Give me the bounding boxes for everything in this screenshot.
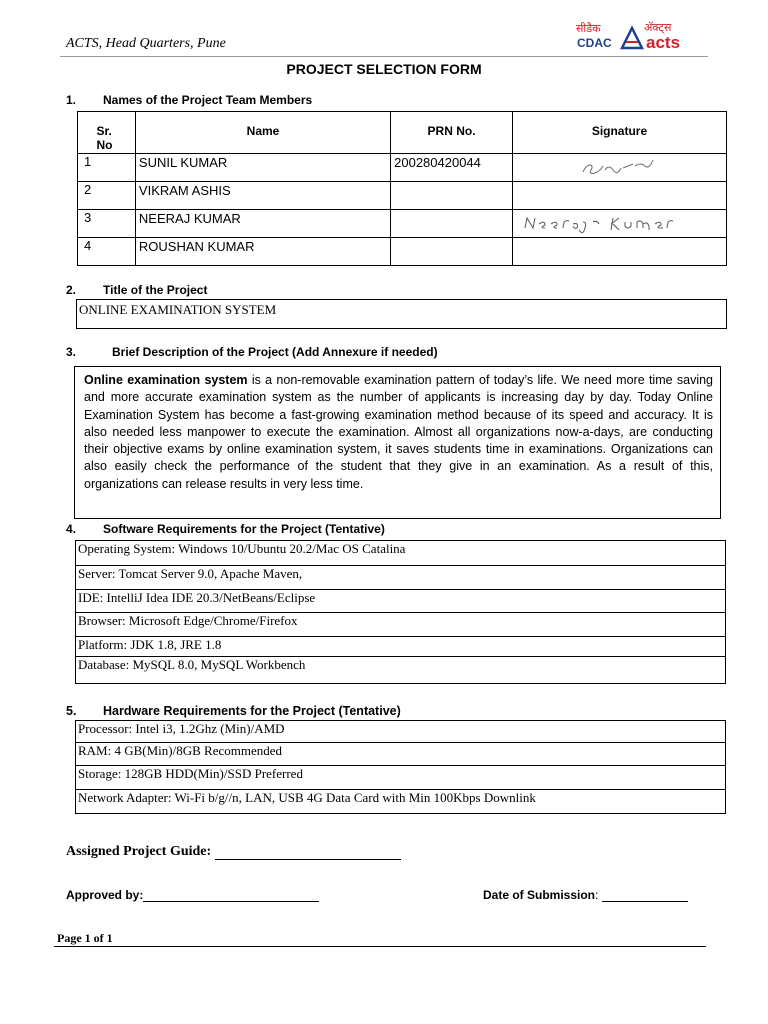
- section-title: Names of the Project Team Members: [103, 93, 313, 107]
- section-title: Title of the Project: [103, 283, 208, 297]
- hardware-item: Processor: Intel i3, 1.2Ghz (Min)/AMD: [76, 721, 726, 743]
- form-title: PROJECT SELECTION FORM: [286, 61, 482, 77]
- signature-neeraj: [513, 210, 723, 236]
- col-header-signature: Signature: [512, 112, 726, 154]
- logo-hindi-cdac: सीडैक: [576, 22, 601, 35]
- section-number: 3.: [66, 345, 77, 359]
- description-box: [74, 366, 721, 519]
- table-row: [76, 790, 726, 814]
- col-header-prn: PRN No.: [391, 112, 513, 154]
- table-row: [76, 637, 726, 657]
- logo-cdac: CDAC: [577, 36, 612, 50]
- date-label: Date of Submission: [483, 888, 596, 902]
- software-item: Database: MySQL 8.0, MySQL Workbench: [76, 657, 726, 684]
- section-title: Software Requirements for the Project (Tentative): [103, 522, 385, 536]
- cdac-acts-logo: [574, 18, 704, 52]
- section-title: Brief Description of the Project (Add Annexure if needed): [112, 345, 438, 359]
- cell-sr: 1: [78, 154, 136, 182]
- hardware-item: Storage: 128GB HDD(Min)/SSD Preferred: [76, 766, 726, 790]
- logo-acts: acts: [646, 33, 681, 52]
- table-row: [78, 182, 727, 210]
- table-header-row: [78, 112, 727, 154]
- cell-prn: [391, 210, 513, 238]
- table-row: [76, 721, 726, 743]
- software-item: IDE: IntelliJ Idea IDE 20.3/NetBeans/Eclipse: [76, 590, 726, 613]
- cell-name: NEERAJ KUMAR: [135, 210, 390, 238]
- date-field: [483, 888, 688, 902]
- footer-divider: [54, 946, 706, 947]
- table-row: [76, 541, 726, 566]
- cell-sr: 2: [78, 182, 136, 210]
- description-lead: Online examination system: [84, 373, 248, 387]
- project-title-value: ONLINE EXAMINATION SYSTEM: [79, 302, 277, 317]
- section-number: 1.: [66, 93, 77, 107]
- section-number: 4.: [66, 522, 77, 536]
- date-colon: :: [595, 888, 602, 902]
- cell-name: VIKRAM ASHIS: [135, 182, 390, 210]
- cell-signature: [512, 182, 726, 210]
- table-row: [76, 657, 726, 684]
- cell-name: SUNIL KUMAR: [135, 154, 390, 182]
- guide-label: Assigned Project Guide:: [66, 844, 215, 859]
- software-item: Browser: Microsoft Edge/Chrome/Firefox: [76, 613, 726, 637]
- software-requirements-table: [75, 540, 726, 684]
- hardware-requirements-table: [75, 720, 726, 814]
- table-row: [78, 154, 727, 182]
- description-body: is a non-removable examination pattern of today’s life. We need more time saving and more accurate examination system as the number of applicants is increasing day by day. Today Online Examination System has become a fast-growing examination method because of its speed and accuracy. It is also needed less manpower to execute the examination. Almost all organizations now-a-days, are conducting their objective exams by online examination system, it saves students time in examinations. Organizations can also easily check the performance of the student that they give in an examination. As a result of this, organizations can release results in very less time.: [84, 373, 714, 491]
- header-divider: [60, 56, 708, 57]
- software-item: Server: Tomcat Server 9.0, Apache Maven,: [76, 566, 726, 590]
- logo-hindi-acts: अ‍ॅक्ट्स: [644, 21, 672, 34]
- table-row: [76, 613, 726, 637]
- approved-label: Approved by:: [66, 888, 144, 902]
- signature-sunil: [573, 154, 673, 178]
- approved-field: [66, 888, 319, 902]
- table-row: [76, 566, 726, 590]
- table-row: [76, 766, 726, 790]
- cell-name: ROUSHAN KUMAR: [135, 238, 390, 266]
- header-org: ACTS, Head Quarters, Pune: [66, 36, 226, 51]
- team-members-table: [77, 111, 727, 266]
- approved-blank[interactable]: [143, 888, 319, 902]
- cell-sr: 3: [78, 210, 136, 238]
- col-header-sr: Sr. No: [78, 112, 136, 154]
- col-header-name: Name: [135, 112, 390, 154]
- cell-prn: [391, 182, 513, 210]
- section-number: 5.: [66, 704, 77, 718]
- cell-signature: [512, 210, 726, 238]
- cell-sr: 4: [78, 238, 136, 266]
- cdac-acts-logo-graphic: [574, 18, 704, 52]
- guide-field: [66, 844, 401, 860]
- cell-signature: [512, 238, 726, 266]
- hardware-item: Network Adapter: Wi-Fi b/g//n, LAN, USB 4G Data Card with Min 100Kbps Downlink: [76, 790, 726, 814]
- cell-signature: [512, 154, 726, 182]
- logo-a-mark: [622, 28, 642, 48]
- cell-prn: [391, 238, 513, 266]
- software-item: Operating System: Windows 10/Ubuntu 20.2/Mac OS Catalina: [76, 541, 726, 566]
- table-row: [78, 210, 727, 238]
- date-blank[interactable]: [602, 888, 688, 902]
- software-item: Platform: JDK 1.8, JRE 1.8: [76, 637, 726, 657]
- cell-prn: 200280420044: [391, 154, 513, 182]
- section-number: 2.: [66, 283, 77, 297]
- guide-blank[interactable]: [215, 845, 401, 860]
- table-row: [76, 590, 726, 613]
- page-number: Page 1 of 1: [57, 931, 113, 945]
- hardware-item: RAM: 4 GB(Min)/8GB Recommended: [76, 743, 726, 766]
- project-title-box: [76, 299, 727, 329]
- section-title: Hardware Requirements for the Project (Tentative): [103, 704, 401, 718]
- table-row: [78, 238, 727, 266]
- table-row: [76, 743, 726, 766]
